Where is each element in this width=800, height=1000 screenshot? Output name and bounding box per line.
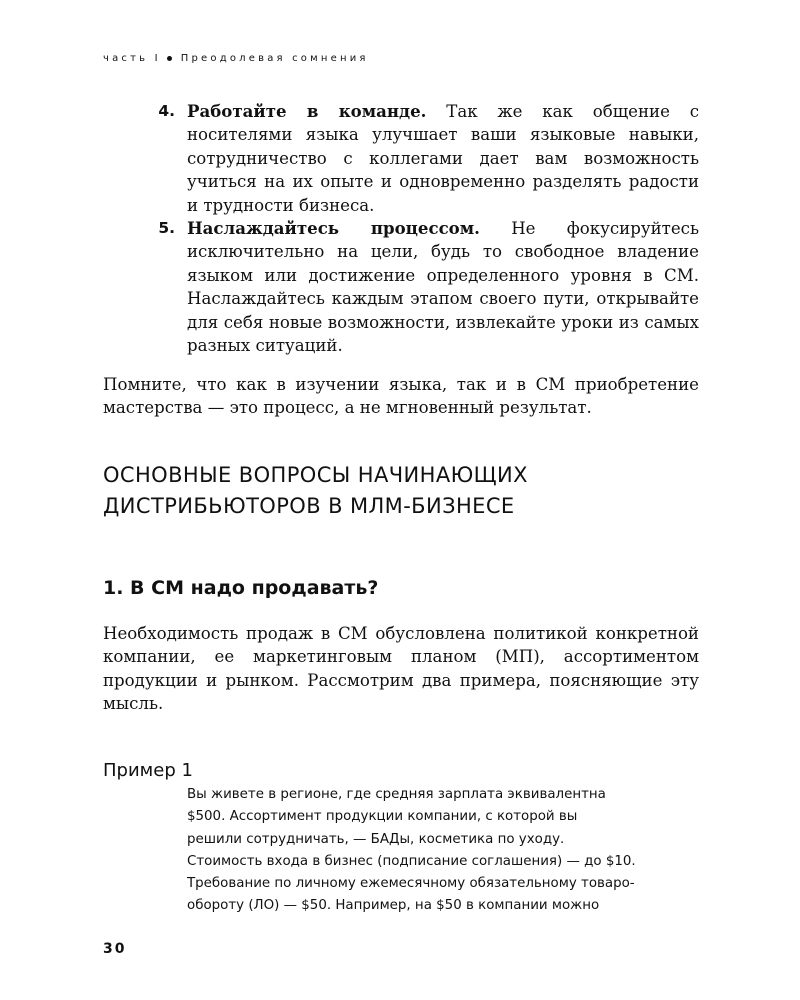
numbered-list (153, 100, 699, 357)
example-line: Вы живете в регионе, где средняя зарплата эквивалентна (187, 787, 606, 802)
example-body (187, 784, 687, 918)
example-label: Пример 1 (103, 760, 193, 781)
example-line: Стоимость входа в бизнес (подписание соглашения) — до $10. (187, 853, 636, 869)
list-item-number: 4. (158, 102, 175, 120)
list-item-number: 5. (158, 219, 175, 238)
list-item (153, 100, 699, 217)
running-head-title: Преодолевая сомнения (180, 53, 369, 64)
list-item-text: Не фокусируйтесь исключительно на цели, будь то свободное владение языком или достижение определенного уровня в СМ. Наслаждайтесь каждым этапом своего пути, открывайте для себя новые возможности, извлекайте уроки из самых разных ситуаций. (187, 219, 699, 356)
paragraph-sales: Необходимость продаж в СМ обусловлена политикой конкретной компании, ее маркетинговым планом (МП), ассортиментом продукции и рынком. Рассмотрим два примера, поясняющие эту мысль. (103, 624, 699, 714)
example-line: обороту (ЛО) — $50. Например, на $50 в компании можно (187, 898, 600, 914)
list-item-body (187, 217, 699, 357)
list-item (153, 217, 699, 357)
section-title: ОСНОВНЫЕ ВОПРОСЫ НАЧИНАЮЩИХ ДИСТРИБЬЮТОРОВ В МЛМ-БИЗНЕСЕ (103, 463, 528, 518)
page-number: 30 (103, 941, 127, 957)
example-line: решили сотрудничать, — БАДы, косметика по уходу. (187, 831, 565, 847)
bullet-icon (167, 56, 172, 61)
list-item-lead: Работайте в команде. (187, 101, 427, 121)
example-line: $500. Ассортимент продукции компании, с которой вы (187, 809, 578, 825)
list-item-text: Так же как общение с носителями языка улучшает ваши языковые навыки, сотрудничество с коллегами дает вам возможность учиться на их опыте и одновременно разделять радости и трудности бизнеса. (187, 102, 699, 215)
question-heading: 1. В СМ надо продавать? (103, 577, 379, 599)
running-head-part: часть I (103, 53, 161, 64)
paragraph-remember: Помните, что как в изучении языка, так и в СМ приобретение мастерства — это процесс, а не мгновенный результат. (103, 375, 699, 418)
list-item-body (187, 100, 699, 217)
running-head (103, 53, 369, 64)
list-item-lead: Наслаждайтесь процессом. (187, 218, 480, 239)
example-line: Требование по личному ежемесячному обязательному товаро- (187, 876, 635, 892)
